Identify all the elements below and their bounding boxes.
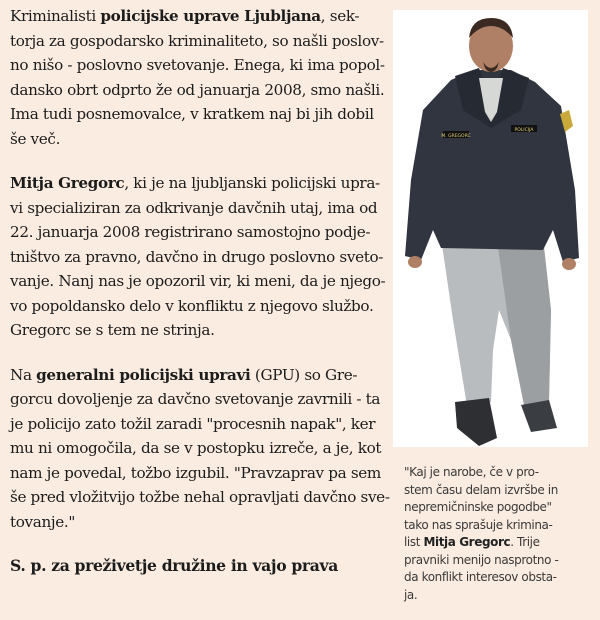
text-line: vo popoldansko delo v konfliktu z njegovo službo. <box>10 296 374 315</box>
photo-caption <box>404 464 594 604</box>
text-run: . Trije <box>510 535 540 549</box>
text-line: še več. <box>10 129 61 148</box>
subheading: S. p. za preživetje družine in vajo prava <box>10 556 338 575</box>
caption-line <box>404 534 594 552</box>
text-line: nam je povedal, tožbo izgubil. "Pravzaprav pa sem <box>10 463 381 482</box>
text-run: Na <box>10 365 37 384</box>
text-line <box>10 171 382 196</box>
text-line: vanje. Nanj nas je opozoril vir, ki meni, da je njego- <box>10 272 386 290</box>
text-run: Kriminalisti <box>10 7 101 25</box>
text-line: tništvo za pravno, davčno in drugo poslovno sveto- <box>10 247 384 266</box>
caption-line: tako nas sprašuje krimina- <box>404 517 553 532</box>
text-line: vi specializiran za odkrivanje davčnih utaj, ima od <box>10 198 378 217</box>
article-body <box>10 4 390 578</box>
text-line: tovanje." <box>10 512 76 531</box>
bold-text: generalni policijski upravi <box>36 365 251 384</box>
bold-text: Mitja Gregorc <box>10 174 125 192</box>
paragraph-2 <box>10 171 386 343</box>
name-badge-text: M. GREGORC <box>441 134 471 139</box>
text-line: dansko obrt odprto že od januarja 2008, smo našli. <box>10 80 385 99</box>
caption-line: da konflikt interesov obsta- <box>404 570 557 584</box>
text-line: mu ni omogočila, da se v postopku izreče, a je, kot <box>10 439 382 457</box>
right-shoe <box>521 400 557 432</box>
text-line: Ima tudi posnemovalce, v kratkem naj bi jih dobil <box>10 105 374 123</box>
text-line: 22. januarja 2008 registrirano samostojno podje- <box>10 223 371 241</box>
text-run: (GPU) so Gre- <box>250 365 358 384</box>
caption-line: "Kaj je narobe, če v pro- <box>404 465 539 479</box>
caption-line: pravniki menijo nasprotno - <box>404 552 559 567</box>
text-line: torja za gospodarsko kriminaliteto, so našli poslov- <box>10 31 384 50</box>
officer-illustration <box>393 10 588 447</box>
paragraph-3 <box>10 363 390 535</box>
text-run: , ki je na ljubljanski policijski upra- <box>124 174 380 192</box>
text-run: list <box>404 535 424 549</box>
text-line <box>10 4 382 29</box>
text-line <box>10 363 382 388</box>
text-line: Gregorc se s tem ne strinja. <box>10 321 215 339</box>
text-run: , sek- <box>320 7 360 25</box>
left-shoe <box>455 398 497 446</box>
police-badge-text: POLICIJA <box>514 128 534 133</box>
caption-line: stem času delam izvršbe in <box>404 482 558 497</box>
caption-line: ja. <box>404 587 418 602</box>
text-line: gorcu dovoljenje za davčno svetovanje zavrnili - ta <box>10 390 381 408</box>
text-line: no nišo - poslovno svetovanje. Enega, ki ima popol- <box>10 56 385 74</box>
bold-text: policijske uprave Ljubljana <box>100 7 321 25</box>
left-hand <box>408 256 422 268</box>
bold-text: Mitja Gregorc <box>423 535 511 549</box>
text-line: še pred vložitvijo tožbe nehal opravljati davčno sve- <box>10 488 390 506</box>
paragraph-1 <box>10 4 385 151</box>
right-hand <box>562 258 576 270</box>
text-line: je policijo zato tožil zaradi "procesnih napak", ker <box>10 414 376 433</box>
photo-police-officer <box>393 10 588 447</box>
caption-line: nepremičninske pogodbe" <box>404 500 552 514</box>
